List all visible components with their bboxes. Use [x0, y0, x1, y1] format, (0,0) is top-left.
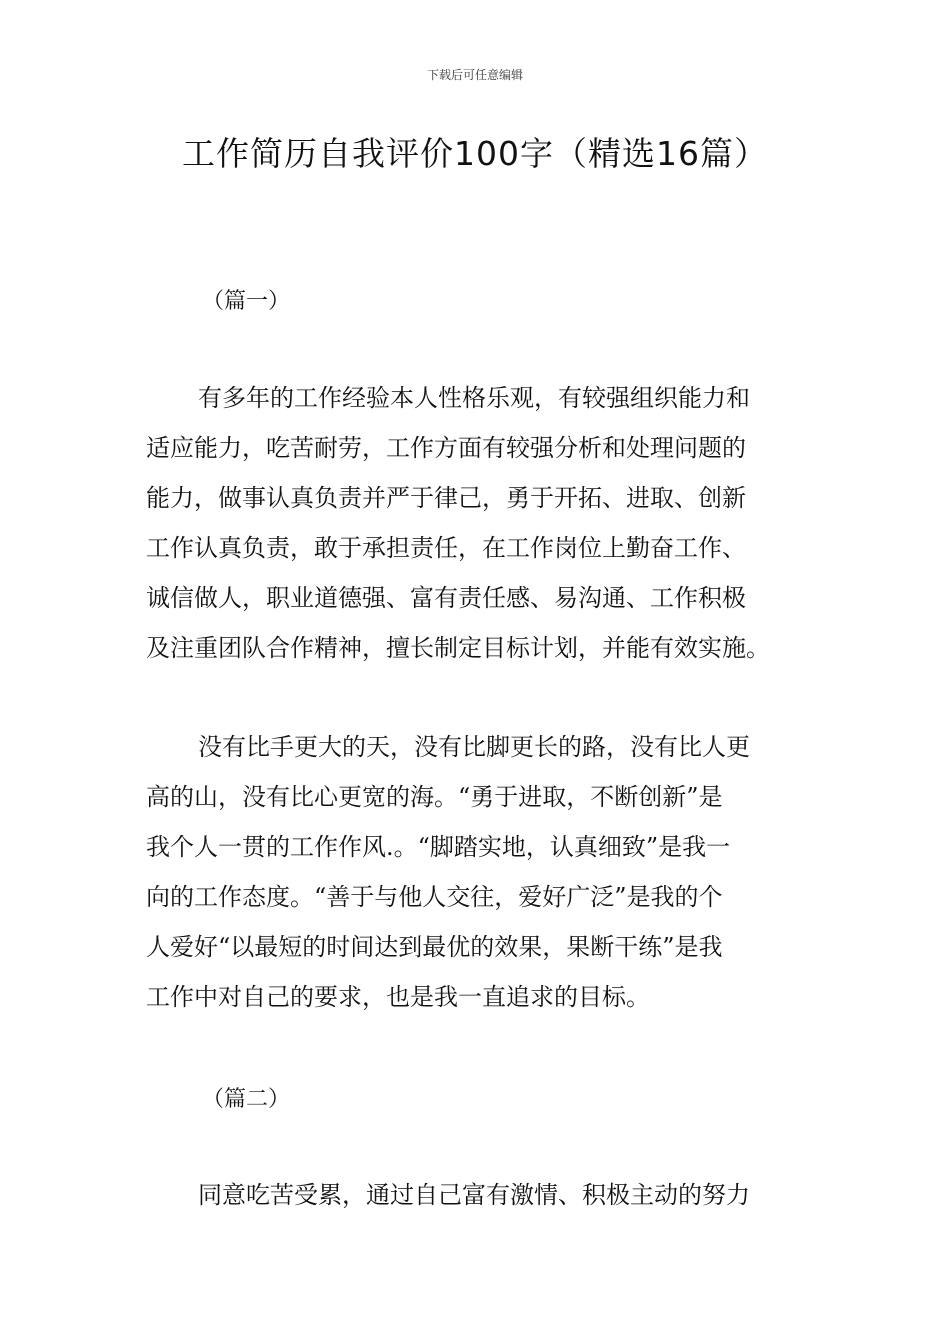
section-heading-2: （篇二） — [202, 1087, 291, 1112]
paragraph-line: 人爱好“以最短的时间达到最优的效果，果断干练”是我 — [146, 933, 723, 961]
paragraph-line: 工作认真负责，敢于承担责任，在工作岗位上勤奋工作、 — [146, 534, 746, 562]
paragraph-line: 适应能力，吃苦耐劳，工作方面有较强分析和处理问题的 — [146, 434, 746, 462]
paragraph-line: 高的山，没有比心更宽的海。“勇于进取，不断创新”是 — [146, 783, 723, 811]
paragraph-1 — [146, 373, 812, 673]
paragraph-line: 工作中对自己的要求，也是我一直追求的目标。 — [146, 983, 650, 1011]
paragraph-line: 诚信做人，职业道德强、富有责任感、易沟通、工作积极 — [146, 584, 746, 612]
paragraph-line: 同意吃苦受累，通过自己富有激情、积极主动的努力 — [198, 1181, 750, 1209]
header-note: 下载后可任意编辑 — [426, 68, 523, 82]
paragraph-line: 向的工作态度。“善于与他人交往，爱好广泛”是我的个 — [146, 883, 723, 911]
paragraph-2 — [146, 722, 812, 1022]
paragraph-3 — [146, 1170, 812, 1220]
paragraph-line: 及注重团队合作精神，擅长制定目标计划，并能有效实施。 — [146, 634, 770, 662]
paragraph-line: 我个人一贯的工作作风.。“脚踏实地，认真细致”是我一 — [146, 833, 731, 861]
paragraph-line: 有多年的工作经验本人性格乐观，有较强组织能力和 — [198, 384, 750, 412]
section-heading-1: （篇一） — [202, 289, 291, 314]
paragraph-line: 能力，做事认真负责并严于律己，勇于开拓、进取、创新 — [146, 484, 746, 512]
paragraph-line: 没有比手更大的天，没有比脚更长的路，没有比人更 — [198, 733, 750, 761]
document-title: 工作简历自我评价100字（精选16篇） — [182, 134, 768, 173]
